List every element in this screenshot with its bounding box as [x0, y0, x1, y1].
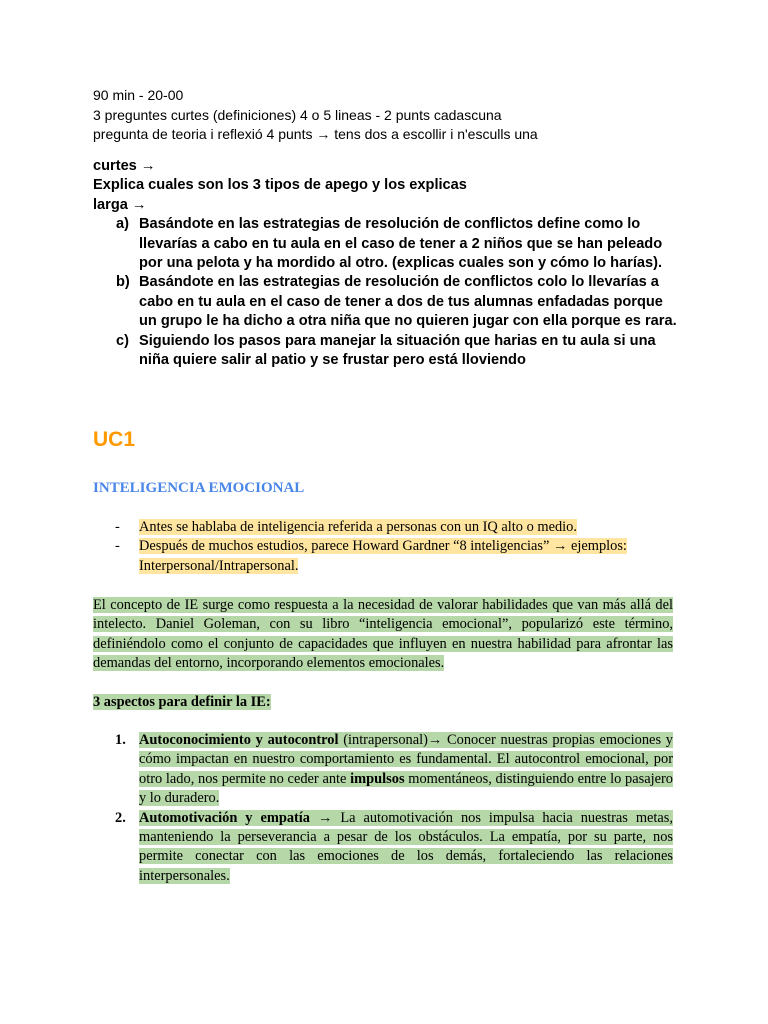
concept-paragraph	[93, 596, 673, 674]
aspect-term: Autoconocimiento y autocontrol	[139, 732, 339, 748]
concept-text: El concepto de IE surge como respuesta a la necesidad de valorar habilidades que van más allá del intelecto. Daniel Goleman, con su libro “inteligencia emocional”, popularizó este término, definiéndolo como el conjunto de capacidades que influyen en nuestra habilidad para afrontar las demandas del entorno, incorporando elementos emocionales.	[93, 597, 673, 672]
list-item	[93, 537, 673, 576]
long-question-a	[93, 215, 683, 273]
list-marker: b)	[116, 274, 130, 291]
list-marker: a)	[116, 216, 129, 233]
long-label: larga →	[93, 196, 147, 213]
long-question-c	[93, 332, 683, 371]
aspects-heading-text: 3 aspectos para definir la IE:	[93, 694, 271, 710]
dash-marker: -	[115, 519, 120, 535]
bullet-text: Antes se hablaba de inteligencia referida a personas con un IQ alto o medio.	[139, 519, 577, 535]
dash-marker: -	[115, 538, 120, 555]
list-number: 2.	[115, 809, 126, 826]
short-question: Explica cuales son los 3 tipos de apego y los explicas	[93, 177, 467, 194]
list-marker: c)	[116, 332, 129, 349]
aspect-text-end: momentáneos, distinguiendo entre lo pasajero y lo duradero.	[139, 770, 673, 807]
list-item	[93, 809, 673, 887]
exam-theory-question-info: pregunta de teoria i reflexió 4 punts → tens dos a escollir i n'esculls una	[93, 126, 538, 142]
unit-title: UC1	[93, 428, 136, 451]
aspect-term: Automotivación y empatía	[139, 809, 311, 826]
aspects-list	[93, 731, 673, 886]
bullet-text: Después de muchos estudios, parece Howard Gardner “8 inteligencias” → ejemplos: Interpersonal/Intrapersonal.	[139, 538, 627, 574]
aspects-heading	[93, 693, 673, 712]
list-item	[93, 731, 673, 809]
exam-questions	[93, 157, 683, 370]
aspect-text: (intrapersonal)→ Conocer nuestras propias emociones y cómo impactan en nuestro comportamiento es fundamental. El autocontrol emocional, por otro lado, nos permite no ceder ante	[139, 732, 673, 787]
aspect-emphasis: impulsos	[350, 770, 405, 787]
exam-short-questions-info: 3 preguntes curtes (definiciones) 4 o 5 lineas - 2 punts cadascuna	[93, 106, 502, 123]
long-question-text: Basándote en las estrategias de resolución de conflictos define como lo llevarías a cabo en tu aula en el caso de tener a 2 niños que se han peleado por una pelota y ha mordido al otro. (explicas cuales son y cómo lo harías).	[139, 216, 663, 272]
intro-bullet-list	[93, 518, 673, 576]
long-question-text: Siguiendo los pasos para manejar la situación que harias en tu aula si una niña quiere salir al patio y se frustar pero está lloviendo	[139, 332, 656, 369]
aspect-text: → La automotivación nos impulsa hacia nuestras metas, manteniendo la perseverancia a pesar de los obstáculos. La empatía, por su parte, nos permite conectar con las emociones de los demás, fortaleciendo las relaciones interpersonales.	[139, 809, 674, 884]
exam-duration: 90 min - 20-00	[93, 87, 184, 103]
section-title: INTELIGENCIA EMOCIONAL	[93, 480, 305, 496]
list-item	[93, 518, 673, 537]
short-label: curtes →	[93, 158, 156, 174]
list-number: 1.	[115, 732, 126, 748]
long-question-b	[93, 273, 683, 331]
exam-info	[93, 86, 538, 145]
long-question-text: Basándote en las estrategias de resolución de conflictos colo lo llevarías a cabo en tu aula en el caso de tener a dos de tus alumnas enfadadas porque un grupo le ha dicho a otra niña que no quieren jugar con ella porque es rara.	[139, 274, 677, 330]
long-questions-list	[93, 215, 683, 370]
